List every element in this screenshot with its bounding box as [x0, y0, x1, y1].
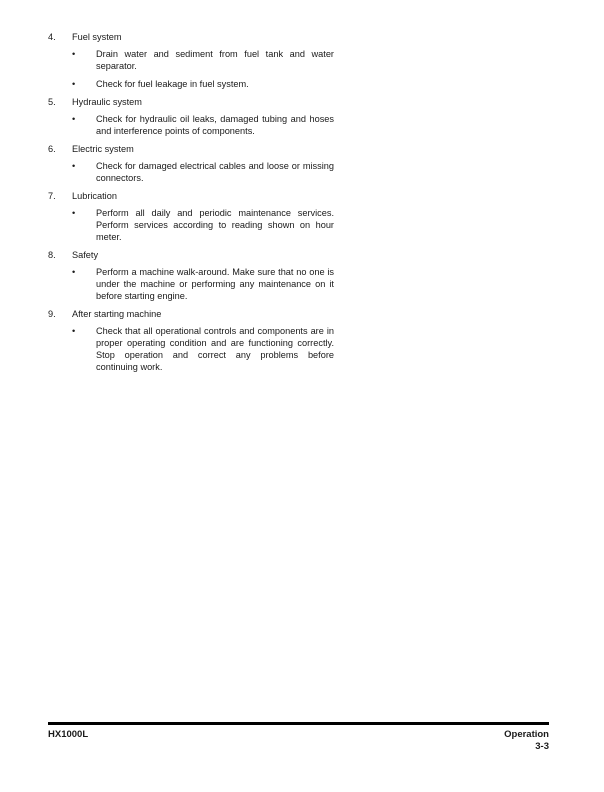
bullet-point [72, 325, 334, 373]
item-number: 6. [48, 144, 56, 154]
checklist [48, 31, 334, 379]
list-item [48, 31, 334, 90]
bullet-text: Check that all operational controls and components are in proper operating condition and are functioning correctly. Stop operation and correct any problems before continuing work. [96, 326, 334, 372]
item-title: After starting machine [72, 309, 162, 319]
footer-section-title: Operation [504, 729, 549, 740]
bullet-icon: • [72, 161, 76, 171]
bullet-text: Check for fuel leakage in fuel system. [96, 79, 249, 89]
page-number: 3-3 [535, 741, 549, 752]
bullet-text: Perform a machine walk-around. Make sure that no one is under the machine or performing any maintenance on it before starting engine. [96, 267, 334, 301]
list-item [48, 96, 334, 137]
list-item [48, 308, 334, 373]
bullet-text: Check for hydraulic oil leaks, damaged tubing and hoses and interference points of components. [96, 114, 334, 136]
item-title: Hydraulic system [72, 97, 142, 107]
item-title: Fuel system [72, 32, 122, 42]
bullet-point [72, 48, 334, 72]
bullet-point [72, 266, 334, 302]
bullet-text: Drain water and sediment from fuel tank and water separator. [96, 49, 334, 71]
item-title: Electric system [72, 144, 134, 154]
item-number: 5. [48, 97, 56, 107]
list-item [48, 143, 334, 184]
bullet-icon: • [72, 267, 76, 277]
bullet-point [72, 113, 334, 137]
bullet-text: Check for damaged electrical cables and loose or missing connectors. [96, 161, 334, 183]
item-number: 9. [48, 309, 56, 319]
item-number: 7. [48, 191, 56, 201]
bullet-icon: • [72, 326, 76, 336]
bullet-text: Perform all daily and periodic maintenance services. Perform services according to reading shown on hour meter. [96, 208, 334, 242]
bullet-icon: • [72, 49, 76, 59]
item-number: 8. [48, 250, 56, 260]
bullet-point [72, 78, 334, 90]
item-title: Lubrication [72, 191, 117, 201]
footer-rule [48, 722, 549, 725]
bullet-point [72, 207, 334, 243]
bullet-point [72, 160, 334, 184]
bullet-icon: • [72, 79, 76, 89]
list-item [48, 249, 334, 302]
list-item [48, 190, 334, 243]
footer-model: HX1000L [48, 729, 89, 740]
item-title: Safety [72, 250, 99, 260]
item-number: 4. [48, 32, 56, 42]
footer-section [504, 729, 549, 753]
bullet-icon: • [72, 114, 76, 124]
bullet-icon: • [72, 208, 76, 218]
